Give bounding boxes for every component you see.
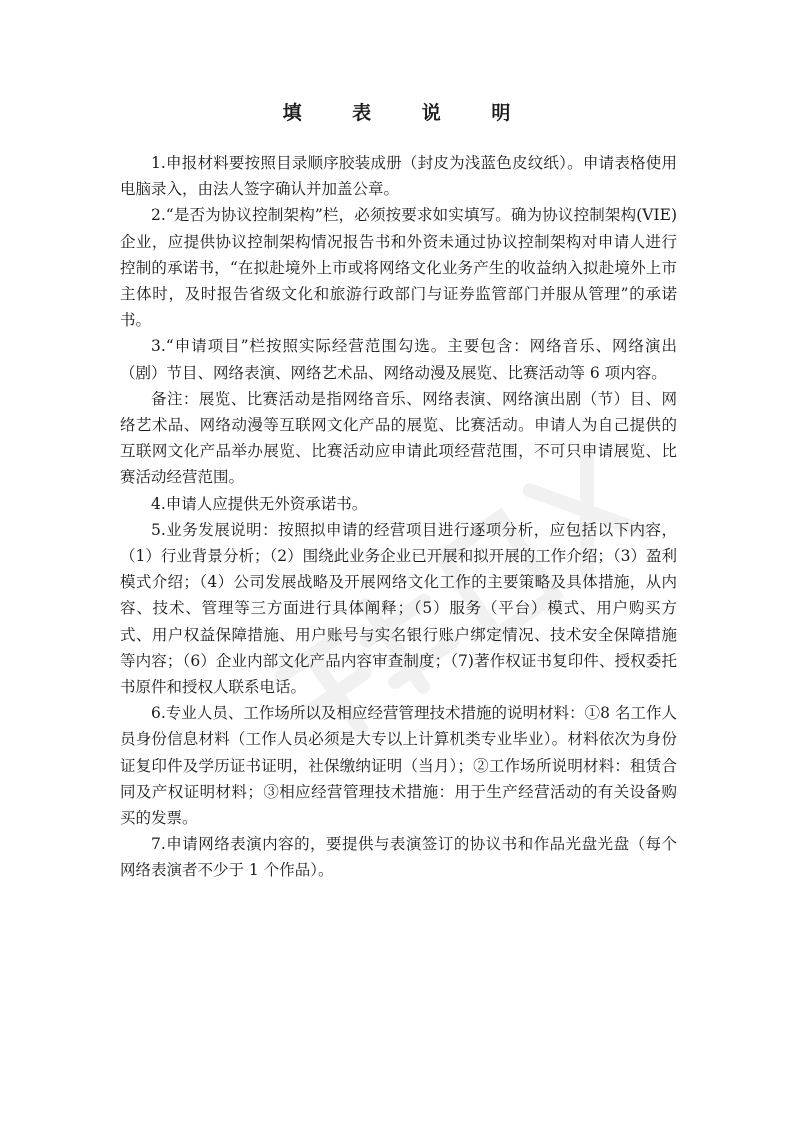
page-title: 填 表 说 明	[282, 102, 533, 124]
instruction-paragraph-1: 1.申报材料要按照目录顺序胶装成册（封皮为浅蓝色皮纹纸）。申请表格使用电脑录入，由法人签字确认并加盖公章。	[120, 154, 677, 199]
instruction-paragraph-2: 2.“是否为协议控制架构”栏，必须按要求如实填写。确为协议控制架构(VIE)企业，应提供协议控制架构情况报告书和外资未通过协议控制架构对申请人进行控制的承诺书，“在拟赴境外上市或将网络文化业务产生的收益纳入拟赴境外上市主体时，及时报告省级文化和旅游行政部门与证券监管部门并服从管理”的承诺书。	[120, 206, 677, 330]
instruction-paragraph-6: 6.专业人员、工作场所以及相应经营管理技术措施的说明材料：①8 名工作人员身份信息材料（工作人员必须是大专以上计算机类专业毕业）。材料依次为身份证复印件及学历证书证明，社保缴纳证明（当月）；②工作场所说明材料：租赁合同及产权证明材料；③相应经营管理技术措施：用于生产经营活动的有关设备购买的发票。	[120, 704, 677, 828]
instruction-paragraph-4: 4.申请人应提供无外资承诺书。	[151, 494, 368, 513]
instruction-paragraph-7: 7.申请网络表演内容的，要提供与表演签订的协议书和作品光盘光盘（每个网络表演者不少于 1 个作品）。	[120, 835, 677, 880]
instruction-paragraph-3: 3.“申请项目”栏按照实际经营范围勾选。主要包含：网络音乐、网络演出（剧）节目、网络表演、网络艺术品、网络动漫及展览、比赛活动等 6 项内容。	[120, 337, 677, 382]
instruction-paragraph-5: 5.业务发展说明：按照拟申请的经营项目进行逐项分析，应包括以下内容，（1）行业背景分析；（2）围绕此业务企业已开展和拟开展的工作介绍；（3）盈利模式介绍；（4）公司发展战略及开展网络文化工作的主要策略及具体措施，从内容、技术、管理等三方面进行具体阐释；（5）服务（平台）模式、用户购买方式、用户权益保障措施、用户账号与实名银行账户绑定情况、技术安全保障措施等内容；（6）企业内部文化产品内容审查制度；（7)著作权证书复印件、授权委托书原件和授权人联系电话。	[120, 520, 677, 697]
instructions-body	[120, 150, 677, 884]
instruction-note: 备注：展览、比赛活动是指网络音乐、网络表演、网络演出剧（节）目、网络艺术品、网络动漫等互联网文化产品的展览、比赛活动。申请人为自己提供的互联网文化产品举办展览、比赛活动应申请此项经营范围，不可只申请展览、比赛活动经营范围。	[120, 389, 677, 487]
